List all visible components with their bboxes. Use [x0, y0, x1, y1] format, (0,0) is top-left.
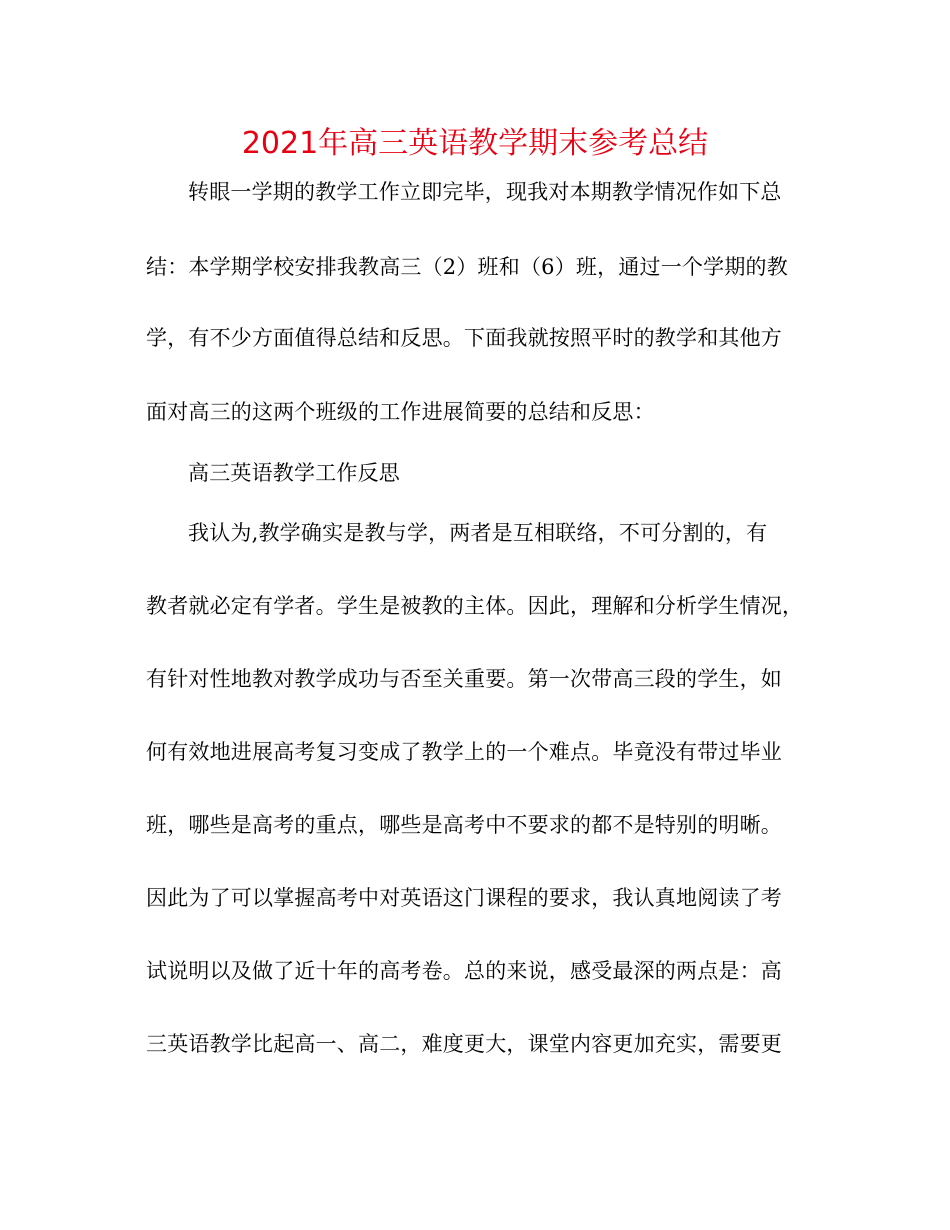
paragraph-line: 三英语教学比起高一、高二，难度更大，课堂内容更加充实，需要更: [146, 1032, 782, 1056]
section-heading: 高三英语教学工作反思: [188, 461, 400, 485]
paragraph-line: 试说明以及做了近十年的高考卷。总的来说，感受最深的两点是：高: [146, 959, 782, 983]
paragraph-line: 结：本学期学校安排我教高三（2）班和（6）班，通过一个学期的教: [146, 255, 788, 279]
paragraph-line: 教者就必定有学者。学生是被教的主体。因此，理解和分析学生情况，: [146, 594, 804, 618]
paragraph-line: 转眼一学期的教学工作立即完毕，现我对本期教学情况作如下总: [188, 180, 782, 204]
paragraph-line: 何有效地进展高考复习变成了教学上的一个难点。毕竟没有带过毕业: [146, 740, 782, 764]
paragraph-line: 我认为,教学确实是教与学，两者是互相联络，不可分割的，有: [188, 521, 768, 545]
document-title: 2021年高三英语教学期末参考总结: [241, 126, 709, 161]
paragraph-line: 有针对性地教对教学成功与否至关重要。第一次带高三段的学生，如: [146, 667, 782, 691]
paragraph-line: 学，有不少方面值得总结和反思。下面我就按照平时的教学和其他方: [146, 326, 782, 350]
paragraph-line: 面对高三的这两个班级的工作进展简要的总结和反思：: [146, 400, 655, 424]
paragraph-line: 班，哪些是高考的重点，哪些是高考中不要求的都不是特别的明晰。: [146, 813, 782, 837]
paragraph-line: 因此为了可以掌握高考中对英语这门课程的要求，我认真地阅读了考: [146, 886, 782, 910]
